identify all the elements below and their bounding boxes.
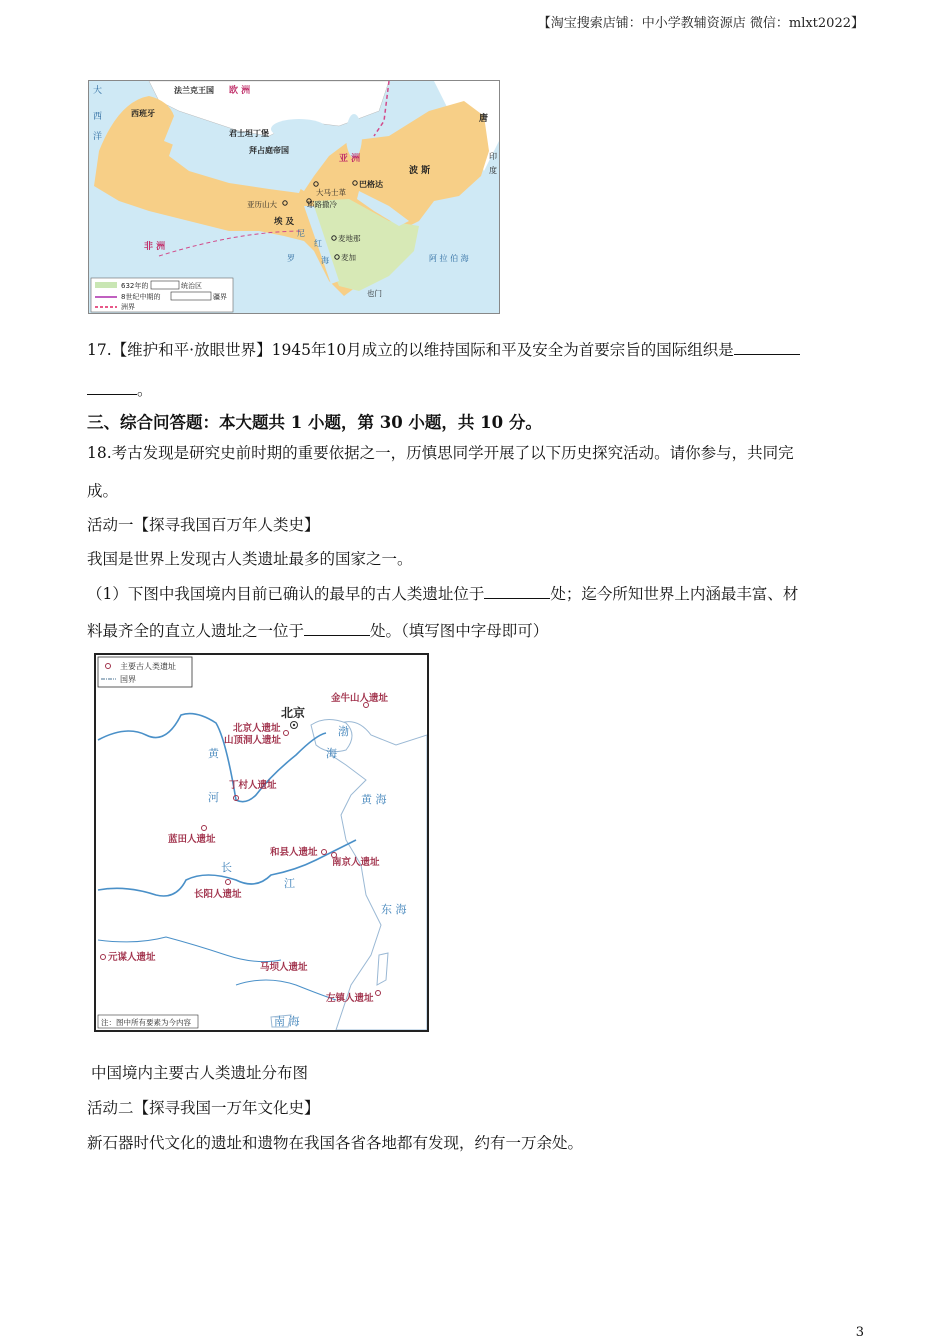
label-asia: 亚 洲: [339, 154, 361, 164]
label-alexandria: 亚历山大: [247, 200, 277, 209]
svg-text:江: 江: [284, 877, 295, 890]
label-tang: 唐: [479, 114, 489, 124]
activity-1-title: 活动一【探寻我国百万年人类史】: [87, 516, 320, 534]
answer-blank[interactable]: [734, 340, 800, 355]
label-jerusalem: 耶路撒冷: [307, 200, 337, 209]
answer-blank[interactable]: [304, 621, 370, 636]
site-beijingren: 北京人遗址: [233, 723, 281, 734]
label-nanhai: 南 海: [274, 1015, 300, 1028]
arab-empire-map-svg: [89, 81, 499, 313]
label-egypt: 埃 及: [274, 217, 294, 227]
section-3-title: 三、综合问答题：本大题共 1 小题，第 30 小题，共 10 分。: [87, 413, 542, 432]
label-frank: 法兰克王国: [174, 86, 214, 95]
label-constantinople: 君士坦丁堡: [229, 129, 269, 138]
activity-2-text: 新石器时代文化的遗址和遗物在我国各省各地都有发现，约有一万余处。: [87, 1134, 584, 1152]
map-caption: 中国境内主要古人类遗址分布图: [91, 1064, 309, 1082]
china-sites-map: [94, 653, 429, 1032]
subquestion-1-line1: （1）下图中我国境内目前已确认的最早的古人类遗址位于 处；迄今所知世界上内涵最丰富、材: [87, 585, 799, 603]
svg-text:统治区: 统治区: [181, 282, 202, 290]
svg-text:8世纪中期的: 8世纪中期的: [121, 293, 161, 301]
svg-text:尼: 尼: [297, 229, 305, 238]
label-india: 印: [489, 152, 497, 161]
site-zuozhen: 左镇人遗址: [326, 993, 374, 1004]
label-persia: 波 斯: [409, 166, 431, 176]
label-beijing: 北京: [281, 706, 306, 720]
activity-1-intro: 我国是世界上发现古人类遗址最多的国家之一。: [87, 550, 413, 568]
label-mecca: 麦加: [341, 253, 356, 262]
svg-text:海: 海: [321, 256, 329, 265]
question-17: 17.【维护和平·放眼世界】1945年10月成立的以维持国际和平及安全为首要宗旨的国际组织是: [87, 340, 800, 360]
label-donghai: 东 海: [381, 903, 407, 916]
label-europe: 欧 洲: [229, 86, 251, 96]
site-hexian: 和县人遗址: [270, 847, 318, 858]
site-yuanmou: 元谋人遗址: [108, 952, 156, 963]
site-changyang: 长阳人遗址: [194, 889, 242, 900]
svg-text:河: 河: [208, 791, 219, 804]
site-maba: 马坝人遗址: [260, 962, 308, 973]
svg-text:黄: 黄: [208, 747, 219, 760]
svg-text:洋: 洋: [93, 132, 103, 142]
site-dingcun: 丁村人遗址: [229, 780, 277, 791]
site-lantian: 蓝田人遗址: [168, 834, 216, 845]
question-18-line1: 18.考古发现是研究史前时期的重要依据之一，历慎思同学开展了以下历史探究活动。请你参与，共同完: [87, 444, 794, 462]
activity-2-title: 活动二【探寻我国一万年文化史】: [87, 1099, 320, 1117]
subquestion-1-line2: 料最齐全的直立人遗址之一位于 处。（填写图中字母即可）: [87, 622, 549, 640]
question-18-line2: 成。: [87, 482, 119, 500]
svg-text:海: 海: [326, 747, 337, 760]
map2-note: 注：图中所有要素为今内容: [101, 1018, 191, 1027]
svg-text:长: 长: [221, 861, 232, 874]
svg-text:渤: 渤: [338, 725, 349, 738]
svg-text:红: 红: [314, 239, 322, 248]
label-yemen: 也门: [367, 289, 382, 298]
china-sites-map-svg: [96, 655, 427, 1030]
svg-text:疆界: 疆界: [213, 293, 227, 301]
question-17-line2: 。: [87, 380, 153, 400]
svg-text:度: 度: [489, 166, 497, 175]
label-spain: 西班牙: [131, 109, 155, 118]
answer-blank[interactable]: [484, 584, 550, 599]
site-nanjing: 南京人遗址: [332, 857, 380, 868]
page-number: 3: [855, 1325, 864, 1340]
label-huanghai: 黄 海: [361, 793, 387, 806]
label-ocean: 大: [93, 86, 103, 96]
page-header: 【淘宝搜索店铺：中小学教辅资源店 微信：mlxt2022】: [537, 16, 864, 31]
label-baghdad: 巴格达: [359, 180, 383, 189]
svg-text:罗: 罗: [287, 254, 295, 263]
arab-empire-map: [88, 80, 500, 314]
svg-text:主要古人类遗址: 主要古人类遗址: [120, 662, 176, 671]
svg-text:国界: 国界: [120, 675, 136, 684]
svg-text:632年的: 632年的: [121, 282, 149, 290]
svg-text:西: 西: [93, 112, 103, 122]
label-byzantine: 拜占庭帝国: [249, 146, 289, 155]
label-damascus: 大马士革: [316, 188, 346, 197]
label-africa: 非 洲: [144, 242, 166, 252]
label-medina: 麦地那: [338, 234, 361, 243]
answer-blank[interactable]: [87, 380, 137, 395]
site-shandingdong: 山顶洞人遗址: [224, 735, 282, 746]
site-jinniushan: 金牛山人遗址: [331, 693, 389, 704]
label-arabian-sea: 阿 拉 伯 海: [429, 254, 469, 263]
svg-text:洲界: 洲界: [121, 303, 135, 311]
